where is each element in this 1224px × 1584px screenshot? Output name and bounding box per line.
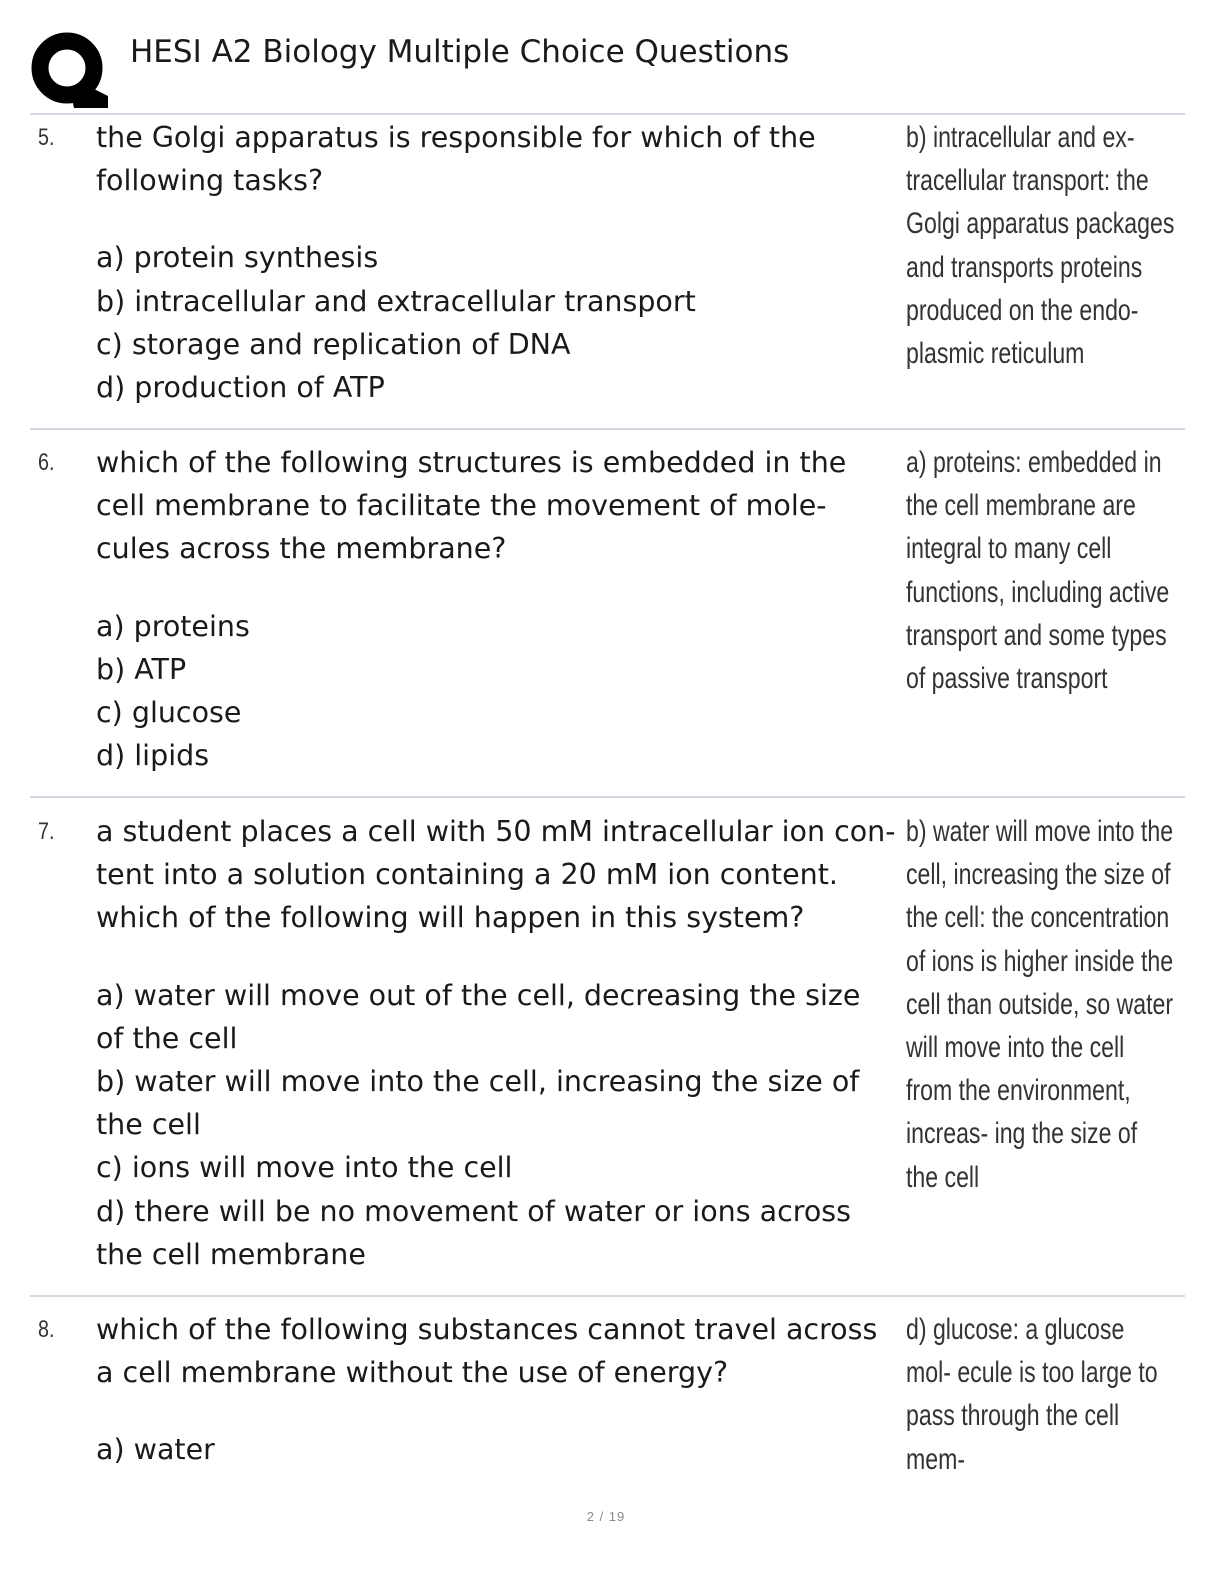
option-a: a) water [96,1433,215,1467]
question-number: 6. [38,449,55,476]
question-number: 8. [38,1316,55,1343]
option-a: a) protein synthesis [96,241,379,275]
answer-explanation: a) proteins: embedded in the cell membrane are integral to many cell functions, including active transport and some types of passive transport [906,446,1170,696]
option-c: c) ions will move into the cell [96,1151,513,1185]
option-c: c) storage and replication of DNA [96,327,571,361]
option-d: d) there will be no movement of water or ions across the cell membrane [96,1194,851,1271]
option-list [96,974,896,1276]
answer-explanation: d) glucose: a glucose mol- ecule is too large to pass through the cell mem- [906,1313,1158,1476]
divider [30,428,1185,430]
answer-explanation: b) intracellular and ex- tracellular transport: the Golgi apparatus packages and transports proteins produced on the endo- plasmic reticulum [906,121,1175,371]
question-body [96,810,896,1276]
question-body [96,441,896,777]
option-list [96,236,896,409]
option-list [96,605,896,778]
question-text: a student places a cell with 50 mM intracellular ion con- tent into a solution containing a 20 mM ion content. which of the following will happen in this system? [96,815,896,935]
document-title: HESI A2 Biology Multiple Choice Questions [130,34,790,70]
option-d: d) lipids [96,739,210,773]
question-text: which of the following substances cannot travel across a cell membrane without the use of energy? [96,1313,878,1390]
page-number: 2 / 19 [586,1509,626,1524]
divider [30,1295,1185,1297]
question-text: which of the following structures is embedded in the cell membrane to facilitate the movement of mole- cules across the membrane? [96,446,847,566]
question-card-7 [0,810,1224,1295]
option-list [96,1428,896,1471]
option-a: a) water will move out of the cell, decreasing the size of the cell [96,978,861,1055]
page-header [0,0,1224,112]
option-d: d) production of ATP [96,371,385,405]
question-text: the Golgi apparatus is responsible for which of the following tasks? [96,121,816,198]
answer-explanation: b) water will move into the cell, increasing the size of the cell: the concentration of ions is higher inside the cell than outside, so water will move into the cell from the environment, increas- ing the size of the cell [906,815,1174,1194]
option-b: b) ATP [96,652,187,686]
question-number: 7. [38,818,55,845]
option-c: c) glucose [96,696,242,730]
option-b: b) water will move into the cell, increasing the size of the cell [96,1065,860,1142]
option-b: b) intracellular and extracellular transport [96,284,696,318]
divider [30,796,1185,798]
question-card-8 [0,1308,1224,1488]
question-body [96,116,896,409]
q-logo-icon [30,30,108,108]
question-card-5 [0,116,1224,428]
option-a: a) proteins [96,609,250,643]
question-card-6 [0,441,1224,796]
question-body [96,1308,896,1472]
question-number: 5. [38,124,55,151]
divider [30,113,1185,115]
